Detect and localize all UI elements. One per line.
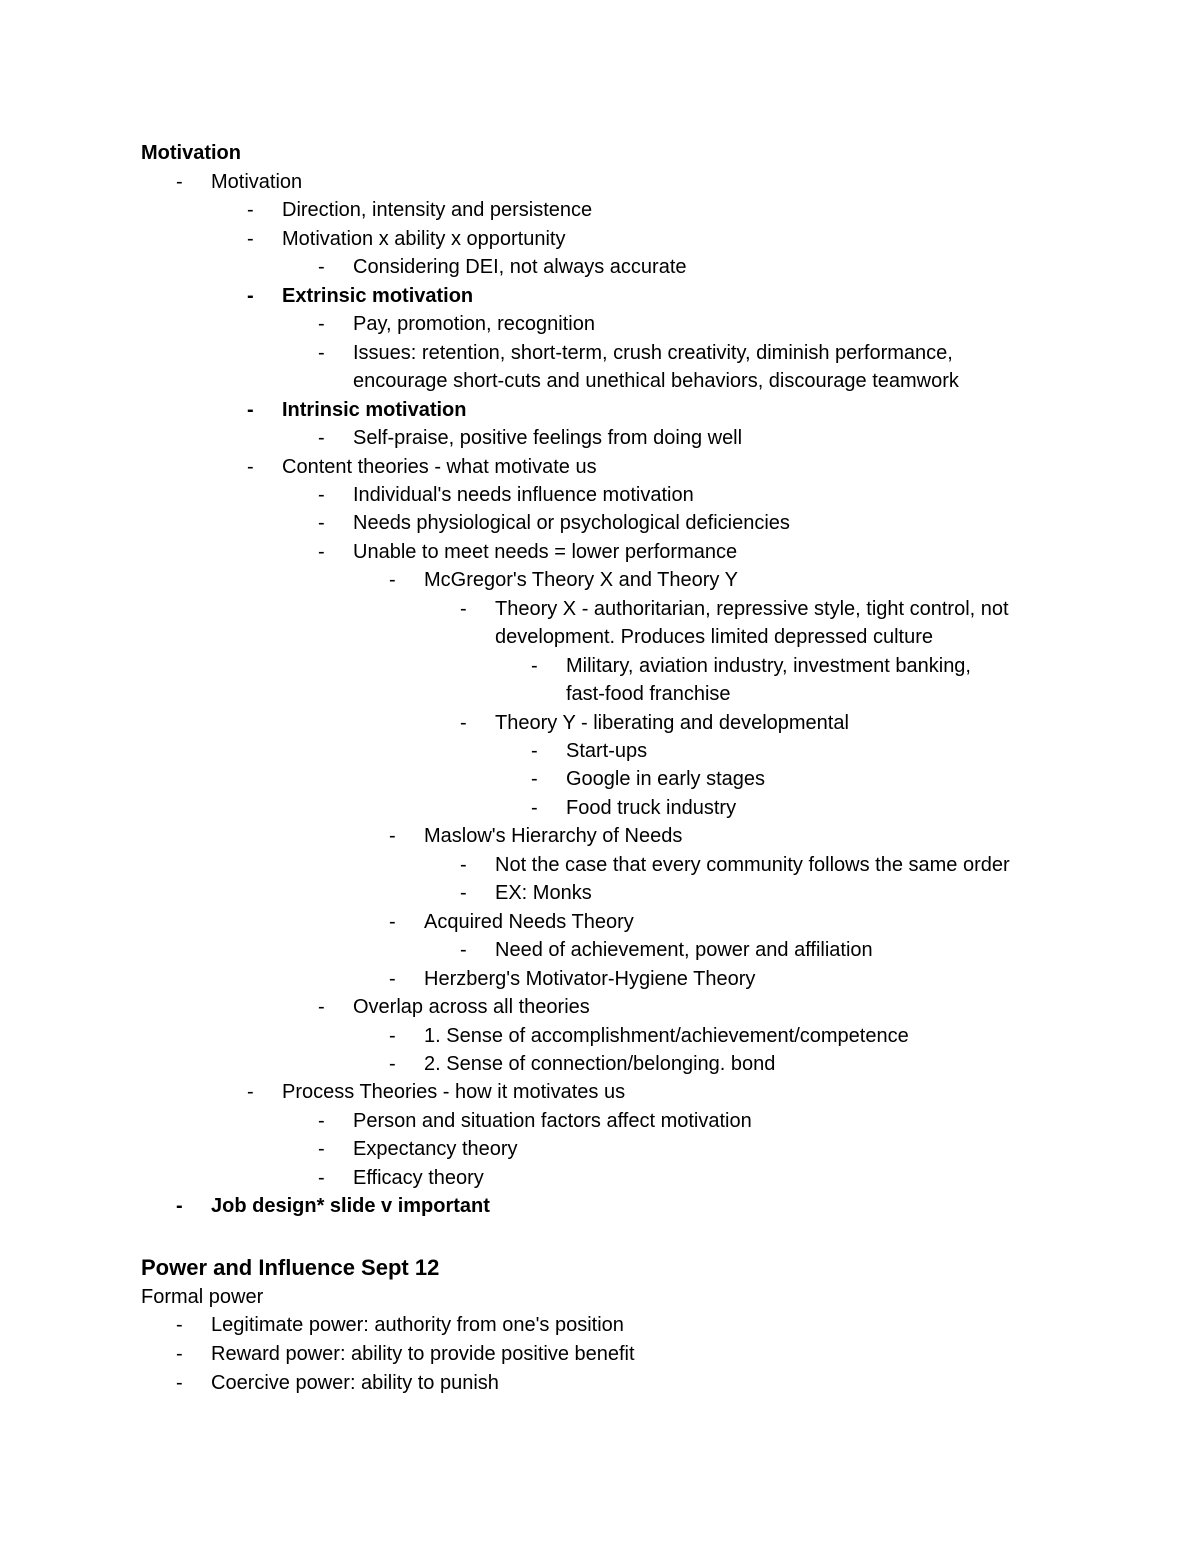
outline-item-text: Herzberg's Motivator-Hygiene Theory bbox=[424, 967, 756, 990]
bullet-dash: - bbox=[247, 455, 254, 478]
outline-item-text: Efficacy theory bbox=[353, 1166, 484, 1189]
section-heading-power-influence: Power and Influence Sept 12 bbox=[141, 1255, 440, 1280]
bullet-dash: - bbox=[389, 967, 396, 990]
bullet-dash: - bbox=[389, 910, 396, 933]
bullet-dash: - bbox=[460, 882, 467, 905]
outline-item-text: Overlap across all theories bbox=[353, 996, 590, 1019]
outline-item-text: Acquired Needs Theory bbox=[424, 910, 634, 933]
bullet-dash: - bbox=[176, 1195, 183, 1218]
bullet-dash: - bbox=[531, 768, 538, 791]
outline-item-text: Process Theories - how it motivates us bbox=[282, 1081, 626, 1104]
outline-item-text: fast-food franchise bbox=[566, 683, 731, 706]
outline-item-text: Theory Y - liberating and developmental bbox=[495, 711, 849, 734]
bullet-dash: - bbox=[389, 825, 396, 848]
bullet-dash: - bbox=[318, 483, 325, 506]
outline-item-text: Issues: retention, short-term, crush creativity, diminish performance, bbox=[353, 341, 953, 364]
bullet-dash: - bbox=[247, 284, 254, 307]
bullet-dash: - bbox=[176, 171, 183, 193]
outline-item-text: Maslow's Hierarchy of Needs bbox=[424, 825, 683, 848]
outline-item-text: 2. Sense of connection/belonging. bond bbox=[424, 1052, 776, 1075]
outline-item-text: Expectancy theory bbox=[353, 1138, 518, 1161]
bullet-dash: - bbox=[176, 1372, 183, 1394]
bullet-dash: - bbox=[318, 313, 325, 336]
bullet-dash: - bbox=[247, 398, 254, 421]
bullet-dash: - bbox=[318, 1166, 325, 1189]
bullet-dash: - bbox=[318, 427, 325, 450]
outline-item-text: Not the case that every community follows the same order bbox=[495, 853, 1010, 876]
bullet-dash: - bbox=[531, 740, 538, 762]
outline-item-text: Need of achievement, power and affiliation bbox=[495, 939, 873, 962]
outline-item-text: Pay, promotion, recognition bbox=[353, 313, 595, 336]
outline-item-text: Needs physiological or psychological deficiencies bbox=[353, 512, 790, 535]
formal-power-subheading: Formal power bbox=[141, 1286, 264, 1308]
bullet-dash: - bbox=[389, 569, 396, 592]
bullet-dash: - bbox=[318, 540, 325, 563]
bullet-dash: - bbox=[531, 654, 538, 677]
outline-item-text: development. Produces limited depressed culture bbox=[495, 626, 934, 649]
bullet-dash: - bbox=[318, 1138, 325, 1161]
bullet-dash: - bbox=[176, 1343, 183, 1365]
bullet-dash: - bbox=[389, 1024, 396, 1047]
outline-item-text: Theory X - authoritarian, repressive style, tight control, not bbox=[495, 597, 1009, 620]
outline-item-text: Legitimate power: authority from one's position bbox=[211, 1314, 624, 1336]
bullet-dash: - bbox=[460, 711, 467, 734]
outline-item-text: Unable to meet needs = lower performance bbox=[353, 540, 738, 563]
outline-item-text: Intrinsic motivation bbox=[282, 398, 467, 421]
bullet-dash: - bbox=[247, 227, 254, 250]
bullet-dash: - bbox=[318, 1109, 325, 1132]
outline-item-text: Start-ups bbox=[566, 740, 648, 762]
outline-item-text: Job design* slide v important bbox=[211, 1195, 490, 1218]
bullet-dash: - bbox=[460, 939, 467, 962]
outline-item-text: Food truck industry bbox=[566, 796, 737, 819]
outline-item-text: Person and situation factors affect motivation bbox=[353, 1109, 752, 1132]
outline-item-text: Self-praise, positive feelings from doing well bbox=[353, 427, 743, 450]
section-heading-motivation: Motivation bbox=[141, 142, 241, 164]
outline-item-text: Military, aviation industry, investment banking, bbox=[566, 654, 971, 677]
outline-item-text: encourage short-cuts and unethical behaviors, discourage teamwork bbox=[353, 370, 959, 393]
bullet-dash: - bbox=[247, 199, 254, 222]
outline-item-text: Extrinsic motivation bbox=[282, 284, 474, 307]
outline-item-text: McGregor's Theory X and Theory Y bbox=[424, 569, 738, 592]
outline-item-text: Motivation bbox=[211, 171, 303, 193]
outline-item-text: Individual's needs influence motivation bbox=[353, 483, 694, 506]
outline-item-text: 1. Sense of accomplishment/achievement/competence bbox=[424, 1024, 909, 1047]
outline-item-text: EX: Monks bbox=[495, 882, 592, 905]
bullet-dash: - bbox=[460, 853, 467, 876]
bullet-dash: - bbox=[531, 796, 538, 819]
bullet-dash: - bbox=[247, 1081, 254, 1104]
outline-item-text: Motivation x ability x opportunity bbox=[282, 227, 566, 250]
bullet-dash: - bbox=[389, 1052, 396, 1075]
bullet-dash: - bbox=[460, 597, 467, 620]
bullet-dash: - bbox=[318, 256, 325, 279]
outline-item-text: Considering DEI, not always accurate bbox=[353, 256, 687, 279]
outline-item-text: Coercive power: ability to punish bbox=[211, 1372, 499, 1394]
outline-item-text: Reward power: ability to provide positive benefit bbox=[211, 1343, 635, 1365]
outline-item-text: Direction, intensity and persistence bbox=[282, 199, 593, 222]
bullet-dash: - bbox=[318, 512, 325, 535]
bullet-dash: - bbox=[318, 341, 325, 364]
bullet-dash: - bbox=[176, 1314, 183, 1336]
outline-item-text: Google in early stages bbox=[566, 768, 766, 791]
bullet-dash: - bbox=[318, 996, 325, 1019]
outline-item-text: Content theories - what motivate us bbox=[282, 455, 597, 478]
